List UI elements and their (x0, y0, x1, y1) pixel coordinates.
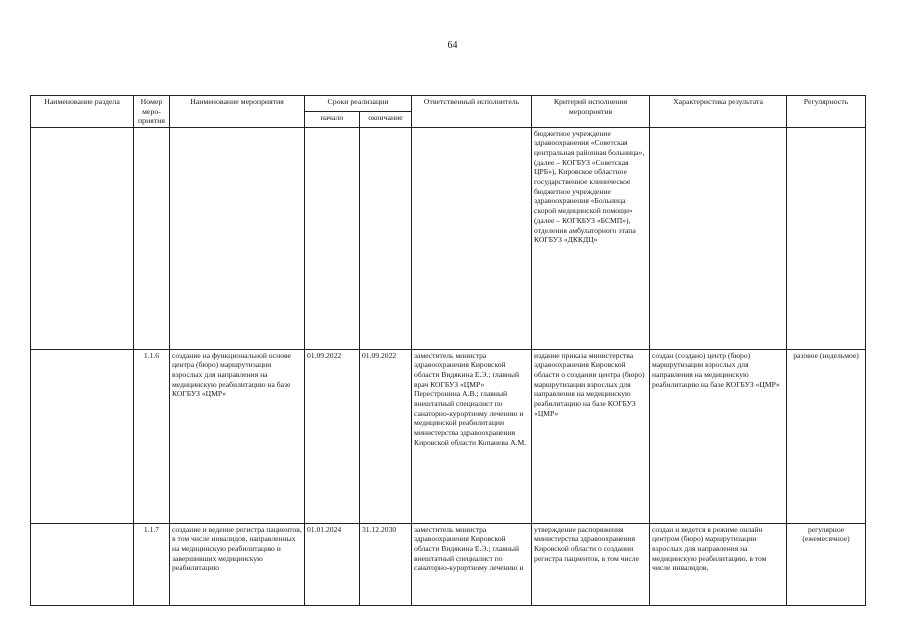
cell-regularity: регулярное (ежемесячное) (787, 523, 866, 605)
cell-responsible: заместитель министра здравоохранения Кировской области Видякина Е.Э.; главный врач КОГБУЗ «ЦМР» Перестронина А.В.; главный внештатный специалист по санаторно-курортному лечению и медицинской реабилитации министерства здравоохранения Кировской области Копанева А.М. (412, 349, 532, 523)
activities-table (30, 95, 866, 606)
cell-number: 1.1.7 (134, 523, 170, 605)
cell-number (134, 127, 170, 349)
cell-regularity: разовое (недельмое) (787, 349, 866, 523)
cell-result: создан (создано) центр (бюро) маршрутизации взрослых для направления на медицинскую реабилитацию на базе КОГБУЗ «ЦМР» (650, 349, 787, 523)
header-regularity: Регулярность (787, 96, 866, 128)
cell-activity: создание и ведение регистра пациентов, в том числе инвалидов, направленных на медицинскую реабилитацию и завершивших медицинскую реабилитацию (170, 523, 305, 605)
cell-criterion: бюджетное учреждение здравоохранения «Советская центральная районная больница», (далее – КОГБУЗ «Советская ЦРБ»), Кировское областное государственное клиническое бюджетное учреждение здравоохранения «Больница скорой медицинской помощи» (далее – КОГКБУЗ «БСМП»), отделения амбулаторного этапа КОГБУЗ «ДККДЦ» (532, 127, 650, 349)
cell-number: 1.1.6 (134, 349, 170, 523)
cell-responsible: заместитель министра здравоохранения Кировской области Видякина Е.Э.; главный внештатный специалист по санаторно-курортному лечению и (412, 523, 532, 605)
header-criterion: Критерий исполнения мероприятия (532, 96, 650, 128)
cell-start: 01.01.2024 (305, 523, 360, 605)
header-end: окончание (360, 111, 412, 127)
header-section: Наименование раздела (31, 96, 134, 128)
cell-regularity (787, 127, 866, 349)
cell-section (31, 523, 134, 605)
header-result: Характеристика результата (650, 96, 787, 128)
cell-responsible (412, 127, 532, 349)
cell-start (305, 127, 360, 349)
cell-criterion: утверждение распоряжения министерства здравоохранения Кировской области о создании регистра пациентов, в том числе (532, 523, 650, 605)
cell-result (650, 127, 787, 349)
table-row (31, 127, 866, 349)
cell-section (31, 127, 134, 349)
table-header (31, 96, 866, 128)
header-activity: Наименование мероприятия (170, 96, 305, 128)
cell-criterion: издание приказа министерства здравоохранения Кировской области о создании центра (бюро) маршрутизации взрослых для направления на медицинскую реабилитацию на базе КОГБУЗ «ЦМР» (532, 349, 650, 523)
page-number: 64 (447, 40, 458, 51)
cell-end: 31.12.2030 (360, 523, 412, 605)
cell-activity: создание на функциональной основе центра (бюро) маршрутизации взрослых для направления на медицинскую реабилитацию на базе КОГБУЗ «ЦМР» (170, 349, 305, 523)
cell-start: 01.09.2022 (305, 349, 360, 523)
cell-end (360, 127, 412, 349)
header-start: начало (305, 111, 360, 127)
cell-result: создан и ведется в режиме онлайн центром (бюро) маршрутизации взрослых для направления на медицинскую реабилитацию, в том числе инвалидов, (650, 523, 787, 605)
cell-end: 01.09.2022 (360, 349, 412, 523)
table-row (31, 523, 866, 605)
header-deadlines: Сроки реализации (305, 96, 412, 112)
cell-activity (170, 127, 305, 349)
table-row (31, 349, 866, 523)
header-responsible: Ответственный исполнитель (412, 96, 532, 128)
cell-section (31, 349, 134, 523)
header-number: Номер меро-приятия (134, 96, 170, 128)
